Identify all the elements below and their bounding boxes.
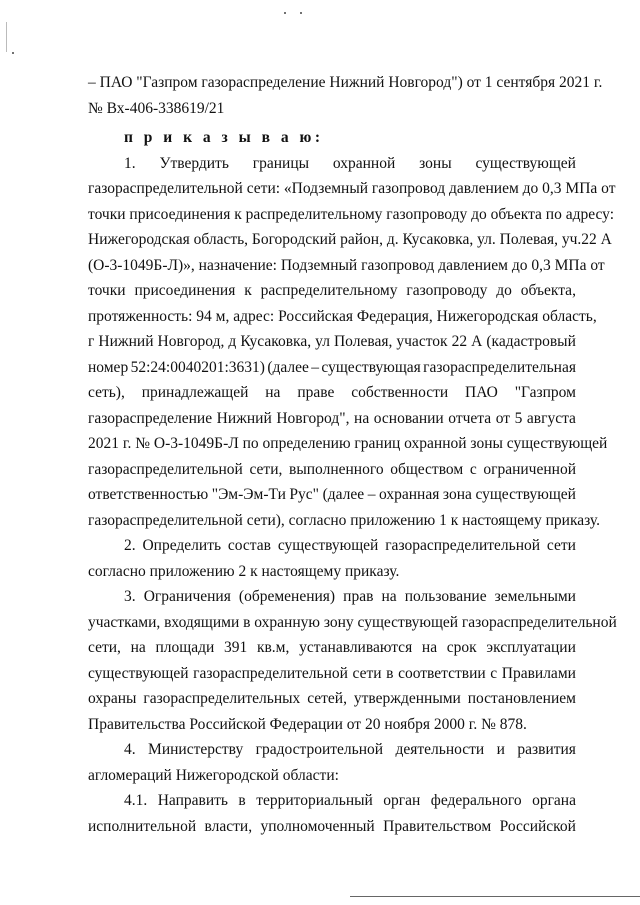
word: в (238, 792, 246, 809)
word: 4.1. (124, 792, 148, 809)
word: 3. (124, 588, 136, 605)
paragraph-3-start (88, 584, 576, 610)
word: существующей (277, 537, 379, 554)
text-fragment: № Вх-406-338619/21 (88, 99, 225, 117)
word: ПАО (465, 384, 498, 401)
word: Российской (499, 817, 576, 835)
word: федерального (430, 792, 522, 809)
word: в (386, 664, 394, 682)
word: сеть), (88, 384, 125, 401)
text-line (88, 635, 576, 661)
word: объекта, (520, 282, 576, 299)
word: Новгород, (157, 333, 225, 350)
word: 4. (124, 741, 136, 758)
word: срок (446, 639, 477, 656)
word: утвержденными (353, 690, 461, 707)
word: 1. (124, 154, 136, 172)
word: Министерству (148, 741, 244, 758)
word: 5 (514, 409, 523, 427)
text-line (88, 814, 576, 840)
word: соответствии (398, 664, 486, 682)
text-line (88, 457, 576, 483)
word: августа (526, 409, 576, 427)
word: эксплуатации (486, 639, 576, 656)
word: – (367, 486, 376, 503)
word: на (265, 384, 281, 401)
word: газораспределительной (88, 460, 243, 478)
word: существующей (475, 154, 576, 172)
word: ул (315, 333, 330, 350)
word: выполненного (289, 460, 384, 478)
word: номер (88, 358, 129, 376)
word: Ограничения (143, 588, 231, 605)
word: на (130, 639, 146, 656)
word: (далее (322, 486, 365, 503)
word: газораспределительных (143, 690, 301, 707)
word: существующей (88, 664, 189, 682)
word: точки (88, 282, 126, 299)
word: состав (227, 537, 271, 554)
word: на (381, 588, 397, 605)
paragraph-1-start (88, 151, 576, 177)
word: принадлежащей (141, 384, 249, 401)
word: орган (383, 792, 421, 809)
word: газораспределительная (423, 358, 576, 376)
word: охранная (379, 486, 440, 503)
word: сети, (249, 460, 283, 478)
word: до (496, 282, 512, 299)
word: Нижний (98, 333, 154, 350)
text-line (88, 70, 603, 96)
word: прав (343, 588, 374, 605)
word: постановлением (467, 690, 576, 707)
word: 52:24:0040201:3631) (130, 358, 265, 376)
word: Направить (157, 792, 228, 809)
word: пользование (404, 588, 487, 605)
text-line (88, 329, 576, 355)
word: сети (352, 664, 382, 682)
word: площади (155, 639, 215, 656)
word: собственности (351, 384, 449, 401)
text-line (88, 712, 576, 738)
word: А (471, 333, 483, 350)
word: сети (546, 537, 576, 554)
word: исполнительной (88, 817, 197, 835)
word: к (244, 282, 252, 299)
word: охраны (88, 690, 137, 707)
text-fragment: агломераций Нижегородской области: (88, 766, 339, 784)
word: 2. (124, 537, 136, 554)
word: 22 (451, 333, 468, 350)
word: Нижний (216, 409, 272, 427)
word: газопроводу (406, 282, 488, 299)
word: Полевая, (333, 333, 393, 350)
text-line (88, 482, 576, 508)
text-line (88, 763, 576, 789)
scan-artifact-bottom (350, 896, 640, 897)
word: сетей, (307, 690, 347, 707)
word: развития (517, 741, 576, 758)
word: территориальный (256, 792, 373, 809)
word: Определить (142, 537, 222, 554)
paragraph-2-start (88, 533, 576, 559)
word: – (311, 358, 320, 376)
word: Правилами (501, 664, 576, 682)
word: на (354, 409, 370, 427)
word: устанавливаются (299, 639, 413, 656)
scan-artifact-dot (284, 12, 286, 14)
word: распределительному (260, 282, 398, 299)
text-fragment: участками, входящими в охранную зону существующей газораспределительной (88, 613, 617, 631)
word: г (88, 333, 95, 350)
text-line (88, 202, 615, 228)
word: существующая (321, 358, 421, 376)
word: основании (373, 409, 444, 427)
paragraph-4-1-start (88, 788, 576, 814)
text-line (88, 176, 616, 202)
text-line (88, 355, 576, 381)
word: ответственностью (88, 486, 209, 503)
word: и (496, 741, 505, 758)
text-line (88, 380, 576, 406)
word: кв.м, (256, 639, 290, 656)
document-page (88, 70, 617, 839)
word: уполномоченный (260, 817, 375, 835)
word: зоны (419, 154, 452, 172)
text-fragment: согласно приложению 2 к настоящему приказу. (88, 562, 400, 580)
text-line (88, 253, 605, 279)
word: праве (297, 384, 335, 401)
word: "Газпром (514, 384, 576, 401)
word: власти, (204, 817, 253, 835)
word: ограниченной (483, 460, 576, 478)
text-fragment: точки присоединения к распределительному газопроводу до объекта по адресу: (88, 205, 615, 223)
word: газораспределение (88, 409, 213, 427)
scan-artifact-left (6, 22, 7, 52)
word: охранной (332, 154, 396, 172)
word: Правительством (383, 817, 492, 835)
word: градостроительной (255, 741, 384, 758)
word: Утвердить (159, 154, 229, 172)
paragraph-4-start (88, 737, 576, 763)
word: газораспределительной (193, 664, 348, 682)
order-heading (88, 125, 576, 151)
word: газораспределительной (385, 537, 541, 554)
word: (далее (267, 358, 309, 376)
text-fragment: Правительства Российской Федерации от 20 ноября 2000 г. № 878. (88, 715, 527, 733)
text-line (88, 559, 576, 585)
text-fragment: протяженность: 94 м, адрес: Российская Федерация, Нижегородская область, (88, 307, 597, 325)
word: деятельности (395, 741, 485, 758)
text-line (88, 661, 576, 687)
text-line (88, 227, 612, 253)
text-line (88, 508, 600, 534)
word: органа (532, 792, 576, 809)
word: (обременения) (238, 588, 336, 605)
scan-artifact-dot (12, 52, 14, 54)
word: с (469, 460, 477, 478)
word: д (228, 333, 237, 350)
text-fragment: газораспределительной сети: «Подземный газопровод давлением до 0,3 МПа от (88, 180, 616, 197)
word: "Эм-Эм-Ти (211, 486, 286, 503)
text-line (88, 96, 576, 122)
word: границы (252, 154, 310, 172)
text-line (88, 610, 617, 636)
scan-artifact-dot (300, 12, 302, 14)
word: сети, (88, 639, 121, 656)
text-line (88, 304, 597, 330)
text-fragment: Нижегородская область, Богородский район, д. Кусаковка, ул. Полевая, уч.22 А (88, 231, 612, 248)
word: зона (442, 486, 472, 503)
text-fragment: – ПАО "Газпром газораспределение Нижний Новгород") от 1 сентября 2021 г. (88, 74, 603, 91)
word: отчета (448, 409, 492, 427)
word: Новгород", (276, 409, 350, 427)
word: (кадастровый (486, 333, 576, 350)
text-line (88, 431, 608, 457)
text-line (88, 278, 576, 304)
text-fragment: газораспределительной сети), согласно приложению 1 к настоящему приказу. (88, 511, 600, 529)
word: земельными (494, 588, 576, 605)
text-fragment: (О-3-1049Б-Л)», назначение: Подземный газопровод давлением до 0,3 МПа от (88, 256, 605, 274)
text-line (88, 406, 576, 432)
word: присоединения (134, 282, 236, 299)
word: на (421, 639, 438, 656)
word: 391 (223, 639, 248, 656)
word: существующей (475, 486, 576, 503)
word: Рус" (289, 486, 319, 503)
word: от (495, 409, 511, 427)
text-fragment: п р и к а з ы в а ю: (124, 129, 324, 146)
text-fragment: 2021 г. № О-3-1049Б-Л по определению границ охранной зоны существующей (88, 435, 608, 452)
word: Кусаковка, (240, 333, 312, 350)
word: с (490, 664, 498, 682)
word: участок (396, 333, 448, 350)
text-line (88, 686, 576, 712)
word: обществом (390, 460, 464, 478)
